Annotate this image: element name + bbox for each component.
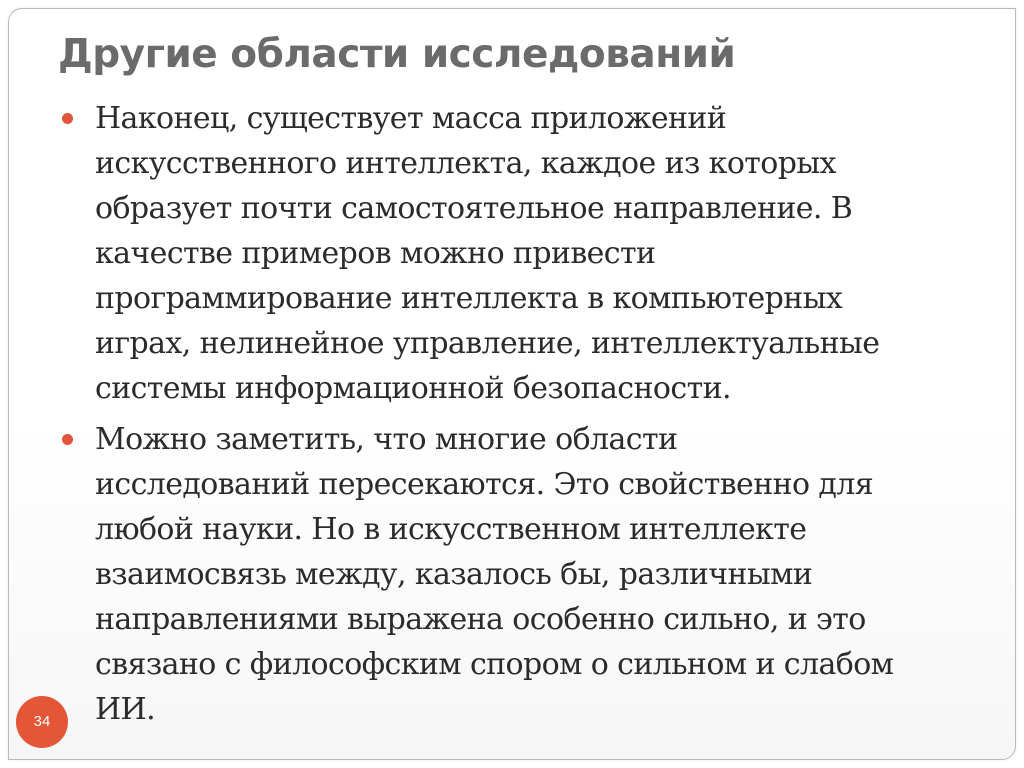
slide-title: Другие области исследований — [58, 32, 736, 77]
bullet-item — [62, 417, 962, 732]
slide-content — [62, 96, 962, 732]
bullet-line: образует почти самостоятельное направление. В — [95, 191, 853, 226]
bullet-line: связано с философским спором о сильном и слабом — [95, 647, 894, 682]
bullet-item — [62, 96, 962, 411]
bullet-line: играх, нелинейное управление, интеллектуальные — [95, 326, 880, 361]
bullet-line: направлениями выражена особенно сильно, и это — [95, 602, 866, 637]
page-number-badge: 34 — [16, 696, 68, 748]
bullet-dot-icon — [62, 113, 73, 124]
bullet-line: исследований пересекаются. Это свойственно для — [95, 467, 874, 502]
bullet-dot-icon — [62, 434, 73, 445]
bullet-line: взаимосвязь между, казалось бы, различными — [95, 557, 813, 592]
bullet-line: системы информационной безопасности. — [95, 371, 731, 406]
bullet-line: ИИ. — [95, 692, 156, 727]
bullet-line: Можно заметить, что многие области — [95, 422, 678, 457]
bullet-line: программирование интеллекта в компьютерных — [95, 281, 843, 316]
bullet-line: искусственного интеллекта, каждое из которых — [95, 146, 836, 181]
bullet-line: качестве примеров можно привести — [95, 236, 656, 271]
bullet-line: Наконец, существует масса приложений — [95, 101, 727, 136]
bullet-line: любой науки. Но в искусственном интеллекте — [95, 512, 807, 547]
